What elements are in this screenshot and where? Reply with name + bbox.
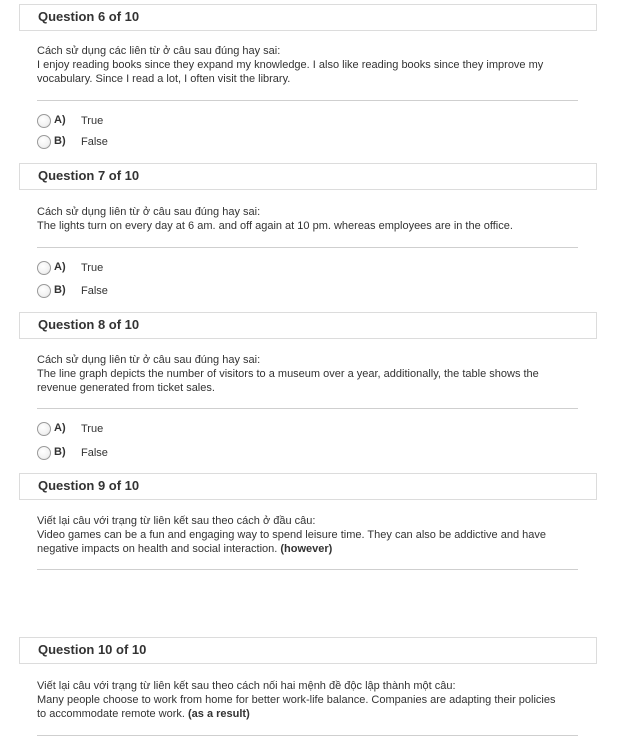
question-8-title: Question 8 of 10 — [38, 317, 140, 332]
question-7-text — [37, 205, 567, 233]
option-label[interactable]: True — [81, 115, 104, 127]
question-9-instruction: Viết lại câu với trạng từ liên kết sau theo cách ở đầu câu: — [37, 515, 316, 527]
question-8-header — [19, 312, 597, 339]
question-9-title: Question 9 of 10 — [38, 478, 140, 493]
question-10-hint: (as a result) — [188, 708, 250, 720]
radio-button[interactable] — [37, 446, 51, 460]
question-9-text — [37, 514, 567, 556]
question-10-text — [37, 679, 567, 721]
option-label[interactable]: False — [81, 447, 108, 459]
option-label[interactable]: False — [81, 285, 108, 297]
question-6-header — [19, 4, 597, 31]
radio-button[interactable] — [37, 114, 51, 128]
question-10-title: Question 10 of 10 — [38, 642, 147, 657]
radio-button[interactable] — [37, 135, 51, 149]
question-10-instruction: Viết lại câu với trạng từ liên kết sau theo cách nối hai mệnh đề độc lập thành một câu: — [37, 680, 456, 692]
question-9-header — [19, 473, 597, 500]
question-6-title: Question 6 of 10 — [38, 9, 140, 24]
question-9-sentence-block — [37, 528, 567, 556]
question-6-text — [37, 44, 567, 86]
question-8-text — [37, 353, 567, 395]
question-10-header — [19, 637, 597, 664]
question-7-sentence: The lights turn on every day at 6 am. and off again at 10 pm. whereas employees are in the office. — [37, 220, 513, 232]
option-letter: A) — [54, 422, 66, 434]
option-letter: B) — [54, 284, 66, 296]
option-letter: B) — [54, 135, 66, 147]
option-letter: B) — [54, 446, 66, 458]
question-7-header — [19, 163, 597, 190]
question-6-instruction: Cách sử dụng các liên từ ở câu sau đúng hay sai: — [37, 45, 281, 57]
question-7-title: Question 7 of 10 — [38, 168, 140, 183]
question-8-instruction: Cách sử dụng liên từ ở câu sau đúng hay sai: — [37, 354, 261, 366]
question-7-divider — [37, 247, 578, 248]
question-10-divider — [37, 735, 578, 736]
question-6-sentence: I enjoy reading books since they expand my knowledge. I also like reading books since they improve my vocabulary. Since I read a lot, I often visit the library. — [37, 59, 544, 85]
radio-button[interactable] — [37, 422, 51, 436]
question-9-sentence: Video games can be a fun and engaging way to spend leisure time. They can also be addictive and have negative impacts on health and social interaction. — [37, 529, 546, 555]
question-10-sentence: Many people choose to work from home for better work-life balance. Companies are adapting their policies to accommodate remote work. — [37, 694, 556, 720]
question-10-sentence-block — [37, 693, 567, 721]
option-label[interactable]: False — [81, 136, 108, 148]
radio-button[interactable] — [37, 284, 51, 298]
question-8-divider — [37, 408, 578, 409]
option-letter: A) — [54, 261, 66, 273]
option-label[interactable]: True — [81, 423, 104, 435]
question-9-divider — [37, 569, 578, 570]
question-8-sentence: The line graph depicts the number of visitors to a museum over a year, additionally, the table shows the revenue generated from ticket sales. — [37, 368, 539, 394]
question-9-hint: (however) — [280, 543, 333, 555]
option-letter: A) — [54, 114, 66, 126]
question-7-instruction: Cách sử dụng liên từ ở câu sau đúng hay sai: — [37, 206, 261, 218]
question-6-divider — [37, 100, 578, 101]
radio-button[interactable] — [37, 261, 51, 275]
option-label[interactable]: True — [81, 262, 104, 274]
